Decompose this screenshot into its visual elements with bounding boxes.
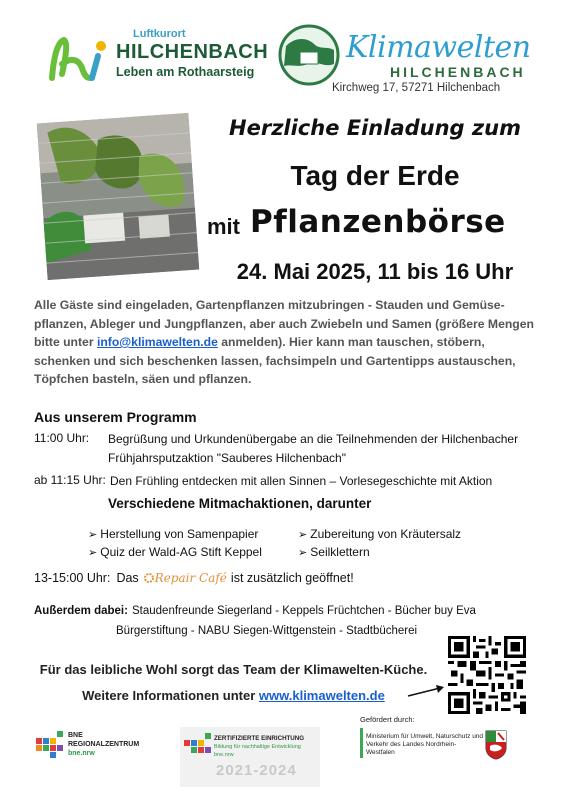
event-title: Tag der Erde: [290, 160, 460, 191]
bne2-title: ZERTIFIZIERTE EINRICHTUNG: [214, 735, 305, 742]
action-item: ➢ Quiz der Wald-AG Stift Keppel: [88, 545, 262, 559]
intro-paragraph: [34, 296, 539, 389]
funded-by-label: Gefördert durch:: [360, 715, 415, 724]
intro-text-after: anmelden). Hier kann man tauschen, stöbern, schenken und sich beschenken lassen, fachsimpeln und Gartentipps austauschen, Töpfchen basteln, säen und pflanzen.: [34, 335, 516, 386]
event-mit: mit: [207, 214, 240, 239]
bne2-subtitle: Bildung für nachhaltige Entwicklung: [214, 744, 301, 750]
address: Kirchweg 17, 57271 Hilchenbach: [332, 82, 501, 94]
program-time: 11:00 Uhr:: [34, 431, 90, 445]
more-info: [36, 688, 431, 703]
event-plant-exchange: Pflanzenbörse: [250, 204, 506, 240]
action-item: ➢ Zubereitung von Kräutersalz: [298, 527, 461, 541]
also-line-1: Staudenfreunde Siegerland - Keppels Früchtchen - Bücher buy Eva: [132, 605, 476, 617]
bne2-tag: bne.nrw: [214, 752, 234, 758]
logo-name: HILCHENBACH: [116, 41, 269, 63]
program-text: Begrüßung und Urkundenübergabe an die Teilnehmenden der Hilchenbacher Frühjahrsputzaktion "Sauberes Hilchenbach": [108, 432, 519, 465]
invitation-heading: Herzliche Einladung zum: [229, 116, 521, 140]
repair-time: 13-15:00 Uhr:: [34, 571, 111, 585]
action-item: ➢ Seilklettern: [298, 545, 370, 559]
globe-icon: [278, 24, 340, 86]
intro-text-before: Alle Gäste sind eingeladen, Gartenpflanzen mitzubringen - Stauden und Gemüse-pflanzen, Ableger und Jungpflanzen, aber auch Zwiebeln und Samen (größere Mengen bitte unter: [34, 298, 534, 349]
arrow-right-icon: [406, 683, 446, 699]
event-date: 24. Mai 2025, 11 bis 16 Uhr: [236, 259, 514, 284]
repair-post: ist zusätzlich geöffnet!: [230, 571, 354, 585]
also-line-2: Bürgerstiftung - NABU Siegen-Wittgenstein - Stadtbücherei: [116, 625, 418, 637]
program-time: ab 11:15 Uhr:: [34, 473, 106, 487]
bne-squares-icon: [184, 733, 212, 755]
bne2-years: 2021-2024: [216, 762, 297, 779]
qr-code-icon[interactable]: [448, 636, 526, 714]
bne-certified-logo: [180, 727, 320, 787]
bne1-title: BNE REGIONALZENTRUM: [68, 732, 140, 748]
plants-photo: [37, 113, 200, 280]
bne-regionalzentrum-logo: [36, 728, 156, 764]
gear-icon: [143, 572, 155, 584]
hilchenbach-logo: [48, 28, 268, 86]
action-item: ➢ Herstellung von Samenpapier: [88, 527, 258, 541]
repair-cafe-logo: Repair Café: [143, 571, 227, 585]
seedlings-image: [37, 113, 200, 280]
repair-pre: Das: [116, 571, 139, 585]
program-heading: Aus unserem Programm: [34, 409, 197, 425]
hilchenbach-emblem-icon: [48, 34, 112, 82]
program-text: Den Frühling entdecken mit allen Sinnen – Vorlesegeschichte mit Aktion: [110, 474, 493, 488]
website-link[interactable]: www.klimawelten.de: [258, 688, 385, 703]
logo-kurort: Luftkurort: [133, 28, 186, 40]
bne1-tag: bne.nrw: [68, 750, 95, 757]
actions-heading: Verschiedene Mitmachaktionen, darunter: [108, 496, 372, 511]
klimawelten-sub: HILCHENBACH: [390, 64, 526, 80]
ministry-name: Ministerium für Umwelt, Naturschutz und Verkehr des Landes Nordrhein-Westfalen: [366, 733, 484, 756]
logo-tagline: Leben am Rothaarsteig: [116, 65, 255, 79]
klimawelten-logo: [278, 24, 531, 88]
catering-note: Für das leibliche Wohl sorgt das Team der Klimawelten-Küche.: [39, 662, 428, 677]
repair-cafe-row: [34, 571, 354, 585]
more-info-label: Weitere Informationen unter: [82, 688, 256, 703]
email-link[interactable]: info@klimawelten.de: [96, 335, 218, 349]
also-label: Außerdem dabei:: [34, 605, 128, 617]
nrw-coat-of-arms-icon: [485, 730, 507, 760]
bne-squares-icon: [36, 730, 64, 760]
ministry-bar-icon: [360, 728, 363, 758]
klimawelten-wordmark: Klimawelten: [346, 30, 531, 65]
